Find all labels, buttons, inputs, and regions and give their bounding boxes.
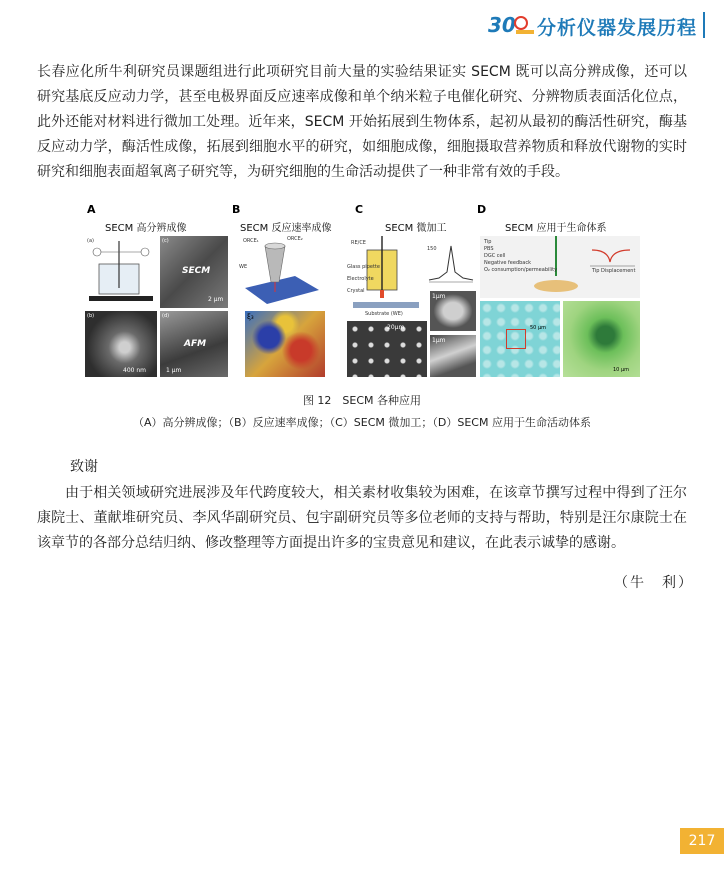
orce1-label: ORCE₁ (243, 238, 259, 244)
panel-d-cell-image (480, 301, 560, 377)
panel-c-plot (425, 236, 475, 286)
panel-a-sub-c: (c) (162, 238, 169, 244)
crystal-label: Crystal (347, 288, 365, 294)
chapter-title: 分析仪器发展历程 (537, 17, 698, 39)
scale-2um: 2 μm (208, 296, 224, 303)
panel-a-afm-image (160, 311, 228, 377)
page-number: 217 (680, 828, 724, 854)
substrate-label: Substrate (WE) (365, 311, 403, 317)
plot-150-label: 150 (427, 246, 437, 252)
electrolyte-label: Electrolyte (347, 276, 374, 282)
panel-c-crystal-top (430, 291, 476, 331)
rece-label: RE/CE (351, 240, 366, 246)
panel-b-letter: B (232, 203, 241, 216)
panel-a-sub-b: (b) (87, 313, 95, 319)
panel-a-letter: A (87, 203, 96, 216)
author-signature: （牛 利） (614, 575, 694, 591)
panel-c-crystal-side (430, 335, 476, 377)
panel-b-title: SECM 反应速率成像 (240, 223, 332, 234)
panel-c-schematic (347, 236, 425, 320)
scale-50um: 50 μm (530, 325, 547, 331)
orce2-label: ORCE₂ (287, 236, 303, 242)
panel-d-letter: D (477, 203, 487, 216)
scale-400nm: 400 nm (123, 367, 147, 374)
panel-a-title: SECM 高分辨成像 (105, 223, 187, 234)
we-label: WE (239, 264, 248, 270)
panel-c-letter: C (355, 203, 364, 216)
header-divider (703, 12, 705, 38)
panel-c-title: SECM 微加工 (385, 223, 447, 234)
xi3-label: ξ₃ (247, 313, 254, 321)
figure-caption-desc: （A）高分辨成像；（B）反应速率成像；（C）SECM 微加工；（D）SECM 应用于生命活动体系 (133, 416, 591, 429)
panel-b-schematic (235, 236, 325, 308)
panel-d-heatmap (563, 301, 640, 377)
panel-d-title: SECM 应用于生命体系 (505, 223, 607, 234)
afm-label: AFM (184, 339, 207, 349)
logo-text: 30 (488, 14, 516, 36)
negative-feedback-label: Negative feedback (484, 260, 531, 266)
panel-a-secm-image (160, 236, 228, 308)
o2-consumption-label: O₂ consumption/permeability (484, 267, 558, 273)
glass-pipette-label: Glass pipette (347, 264, 380, 270)
scale-1um-top: 1μm (432, 293, 446, 300)
acknowledgement-text: 由于相关领域研究进展涉及年代跨度较大，相关素材收集较为困难，在该章节撰写过程中得到了汪尔康院士、董献堆研究员、李风华副研究员、包宇副研究员等多位老师的支持与帮助，特别是汪尔康院士在该章节的各部分总结归纳、修改整理等方面提出许多的宝贵意见和建议，在此表示诚挚的感谢。 (37, 485, 687, 551)
tip-displacement-label: Tip Displacement (592, 268, 636, 274)
scale-1um: 1 μm (166, 367, 182, 374)
selection-box (506, 329, 526, 349)
tip-label: Tip (484, 239, 492, 245)
figure-caption-title: 图 12 SECM 各种应用 (302, 394, 422, 407)
acknowledgement-title: 致谢 (70, 459, 98, 475)
scale-20um: 20μm (387, 324, 405, 331)
panel-d-schematic (480, 236, 640, 298)
panel-a-sub-a: (a) (87, 238, 94, 244)
scale-10um: 10 μm (613, 367, 630, 373)
body-paragraph: 长春应化所牛利研究员课题组进行此项研究目前大量的实验结果证实 SECM 既可以高分辨成像，还可以研究基底反应动力学，甚至电极界面反应速率成像和单个纳米粒子电催化研究、分辨物质表面活化位点，此外还能对材料进行微加工处理。近年来，SECM 开始拓展到生物体系，起初从最初的酶活性研究，酶基反应动力学，酶活性成像，拓展到细胞水平的研究，如细胞成像，细胞摄取营养物质和释放代谢物的实时研究和细胞表面超氧离子研究等，为研究细胞的生命活动提供了一种非常有效的手段。 (37, 64, 687, 180)
dgc-cell-label: DGC cell (484, 253, 506, 259)
secm-label: SECM (182, 266, 211, 276)
scale-1um-side: 1μm (432, 337, 446, 344)
panel-a-sem-image (85, 311, 157, 377)
pbs-label: PBS (484, 246, 494, 252)
panel-a-schematic (85, 236, 157, 308)
panel-c-array-image (347, 321, 427, 377)
panel-b-rate-map (245, 311, 325, 377)
panel-a-sub-d: (d) (162, 313, 170, 319)
anniversary-logo-icon (488, 14, 536, 36)
figure-12 (85, 203, 640, 378)
